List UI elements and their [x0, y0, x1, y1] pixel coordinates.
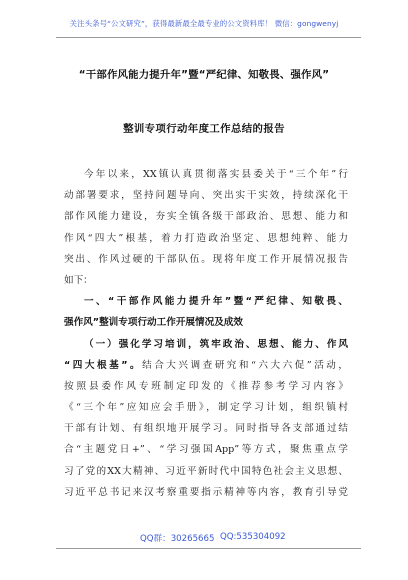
paragraph-line: 今年以来，XX镇认真贯彻落实县委关于“三个年”行	[84, 169, 348, 180]
footer-qq-contact: QQ:535304092	[220, 532, 286, 542]
paragraph-line: 习了党的XX大精神、习近平新时代中国特色社会主义思想、	[64, 465, 348, 477]
header-banner: 关注头条号“公文研究”，获得最新最全最专业的公文资料库！ 微信：gongwenyj	[69, 19, 339, 28]
section-heading-line: 一、“干部作风能力提升年”暨“严纪律、知敬畏、	[84, 296, 348, 308]
section-heading-line: 强作风”整训专项行动工作开展情况及成效	[64, 317, 243, 329]
document-title-line-1: “干部作风能力提升年”暨“严纪律、知敬畏、强作风”	[78, 69, 330, 81]
paragraph-line: 部作风能力建设，夯实全镇各级干部政治、思想、能力和	[64, 211, 348, 223]
subsection-heading-tail: “四大根基”。	[64, 359, 143, 371]
paragraph-line: 突出、作风过硬的干部队伍。现将年度工作开展情况报告	[64, 253, 348, 265]
paragraph-line: 干部有计划、有组织地开展学习。同时指导各支部通过结	[64, 423, 348, 435]
subsection-first-line	[64, 355, 348, 376]
footer-divider	[56, 548, 361, 549]
paragraph-line: 如下：	[64, 274, 93, 286]
footer-qq-group: QQ群：30265665	[140, 534, 215, 544]
paragraph-line: 合“主题党日+”、“学习强国App”等方式，聚焦重点学	[64, 444, 348, 456]
paragraph-line: 习近平总书记来汉考察重要指示精神等内容，教育引导党	[64, 486, 348, 498]
paragraph-line: 《“三个年”应知应会手册》，制定学习计划，组织镇村	[64, 402, 348, 414]
paragraph-line: 作风“四大”根基，着力打造政治坚定、思想纯粹、能力	[64, 232, 348, 244]
paragraph-line: 动部署要求，坚持问题导向、突出实干实效，持续深化干	[64, 190, 348, 202]
paragraph-line: 按照县委作风专班制定印发的《推荐参考学习内容》	[64, 380, 348, 392]
document-body	[64, 164, 348, 503]
document-title-line-2: 整训专项行动年度工作总结的报告	[123, 123, 285, 135]
subsection-text: 结合大兴调查研究和“六大六促”活动，	[142, 359, 348, 371]
footer	[0, 532, 408, 546]
subsection-heading-line: （一）强化学习培训，筑牢政治、思想、能力、作风	[84, 338, 348, 350]
header-divider	[56, 37, 361, 38]
